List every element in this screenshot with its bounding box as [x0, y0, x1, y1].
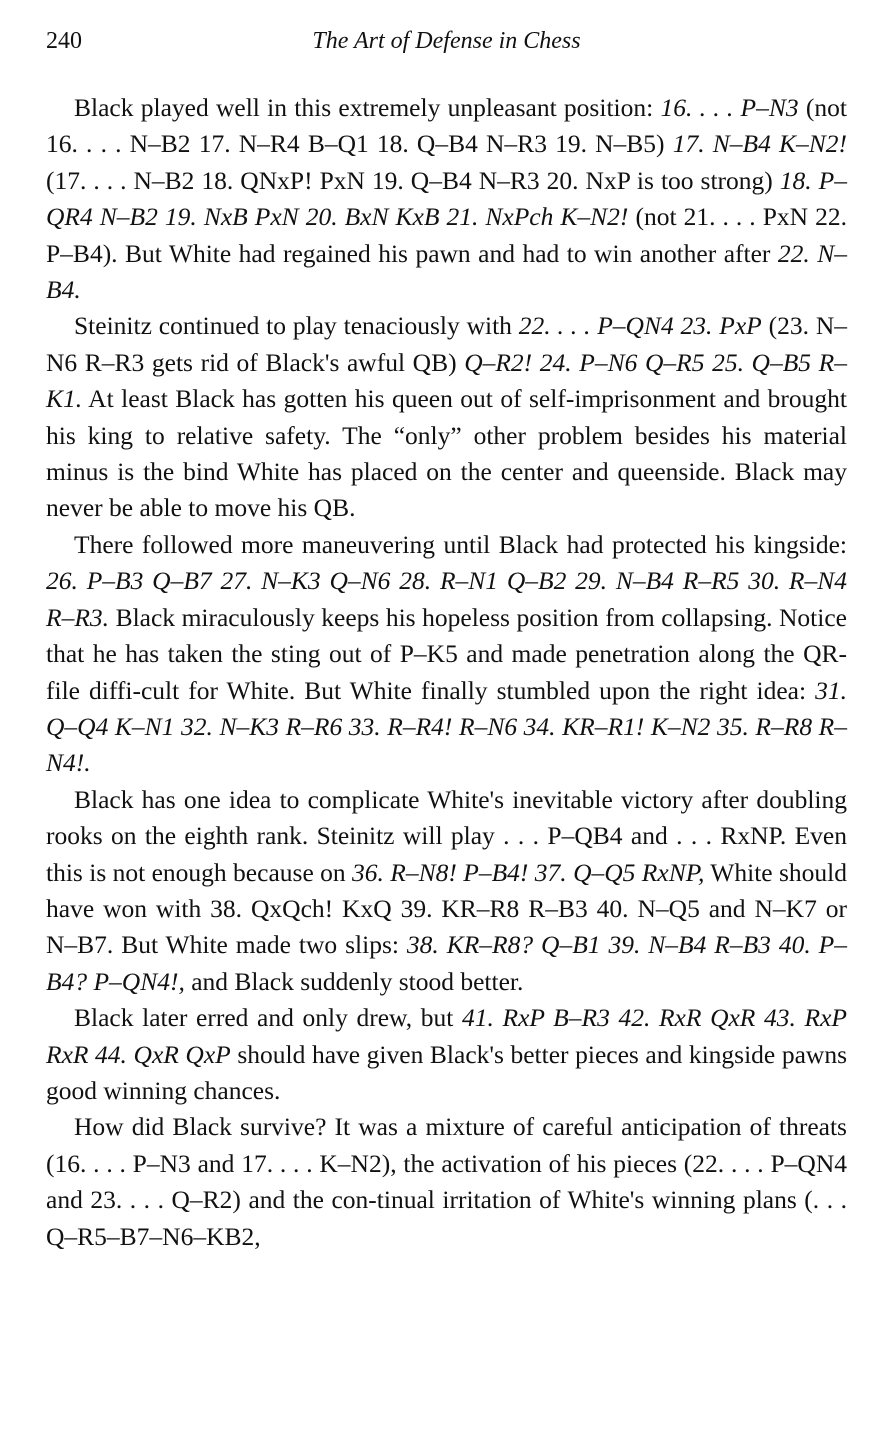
- move-notation: 22. N–B4.: [46, 238, 847, 305]
- text-run: (17. . . . N–B2 18. QNxP! PxN 19. Q–B4 N–R3 20. NxP is too strong): [46, 165, 780, 195]
- text-run: How did Black survive? It was a mixture of careful anticipation of threats (16. . . . P–N3 and 17. . . . K–N2), the activation of his pieces (22. . . . P–QN4 and 23. . . . Q–R2) and the con-tinual irritation of White's winning plans (. . . Q–R5–B7–N6–KB2,: [46, 1112, 847, 1251]
- text-run: Black played well in this extremely unpleasant position:: [74, 93, 661, 122]
- paragraph: [46, 90, 847, 308]
- move-notation: Q–R2! 24. P–N6 Q–R5 25. Q–B5 R–K1.: [46, 347, 847, 414]
- paragraph: [46, 782, 847, 1000]
- text-run: There followed more maneuvering until Black had protected his kingside:: [74, 529, 847, 559]
- text-run: Black miraculously keeps his hopeless position from collapsing. Notice that he has taken the sting out of P–K5 and made penetration along the QR-file diffi-cult for White. But White finally stumbled upon the right idea:: [46, 602, 847, 705]
- paragraph: [46, 308, 847, 526]
- move-notation: 36. R–N8! P–B4! 37. Q–Q5 RxNP,: [352, 857, 705, 887]
- paragraph: [46, 1000, 847, 1109]
- move-notation: 18. P–QR4 N–B2 19. NxB PxN 20. BxN KxB 21. NxPch K–N2!: [46, 165, 848, 232]
- paragraph: [46, 1109, 847, 1255]
- page-number: 240: [46, 28, 82, 54]
- move-notation: 38. KR–R8? Q–B1 39. N–B4 R–B3 40. P–B4? P–QN4!,: [46, 930, 847, 996]
- text-run: (23. N–N6 R–R3 gets rid of Black's awful QB): [46, 311, 847, 377]
- move-notation: 17. N–B4 K–N2!: [672, 129, 847, 159]
- text-run: Black later erred and only drew, but: [74, 1003, 463, 1033]
- text-run: and Black suddenly stood better.: [184, 966, 524, 996]
- page-header: [46, 28, 847, 62]
- paragraph: [46, 527, 847, 782]
- move-notation: 16. . . . P–N3: [660, 93, 799, 122]
- text-run: White should have won with 38. QxQch! KxQ 39. KR–R8 R–B3 40. N–Q5 and N–K7 or N–B7. But White made two slips:: [46, 857, 848, 960]
- body-text: [46, 90, 847, 1255]
- move-notation: 41. RxP B–R3 42. RxR QxR 43. RxP RxR 44. QxR QxP: [46, 1003, 847, 1069]
- move-notation: 31. Q–Q4 K–N1 32. N–K3 R–R6 33. R–R4! R–N6 34. KR–R1! K–N2 35. R–R8 R–N4!.: [46, 675, 847, 778]
- move-notation: 22. . . . P–QN4 23. PxP: [518, 311, 762, 341]
- text-run: At least Black has gotten his queen out of self-imprisonment and brought his king to relative safety. The “only” other problem besides his material minus is the bind White has placed on the center and queenside. Black may never be able to move his QB.: [46, 384, 847, 523]
- text-run: Steinitz continued to play tenaciously with: [74, 311, 519, 341]
- text-run: Black has one idea to complicate White's inevitable victory after doubling rooks on the eighth rank. Steinitz will play . . . P–QB4 and . . . RxNP. Even this is not enough because on: [46, 784, 847, 887]
- text-run: should have given Black's better pieces and kingside pawns good winning chances.: [46, 1039, 847, 1105]
- running-title: The Art of Defense in Chess: [312, 28, 581, 54]
- text-run: (not 21. . . . PxN 22. P–B4). But White had regained his pawn and had to win another after: [46, 202, 847, 268]
- text-run: (not 16. . . . N–B2 17. N–R4 B–Q1 18. Q–B4 N–R3 19. N–B5): [46, 93, 847, 159]
- move-notation: 26. P–B3 Q–B7 27. N–K3 Q–N6 28. R–N1 Q–B2 29. N–B4 R–R5 30. R–N4 R–R3.: [46, 566, 847, 632]
